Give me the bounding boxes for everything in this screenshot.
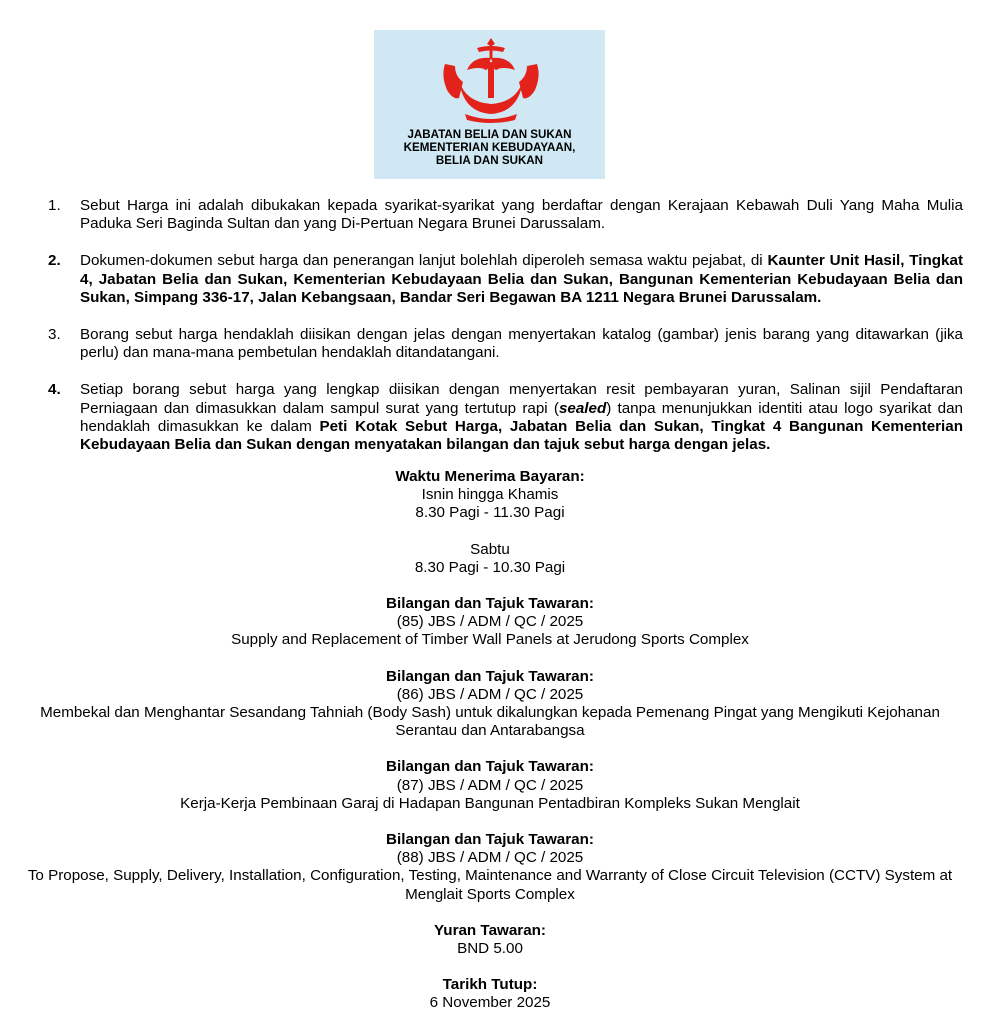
item-number: 1. (48, 197, 61, 214)
logo-line-2: KEMENTERIAN KEBUDAYAAN, (403, 141, 576, 154)
item-bold-text: Peti Kotak Sebut Harga, Jabatan Belia dan Sukan, Tingkat 4 Bangunan Kementerian Kebudayaan Belia dan Sukan dengan menyatakan bilangan dan tajuk sebut harga dengan jelas. (80, 417, 963, 454)
tender-ref: (87) JBS / ADM / QC / 2025 (396, 776, 584, 794)
payment-weekday: Isnin hingga Khamis (421, 486, 559, 504)
item-number: 2. (48, 252, 61, 270)
list-item (48, 381, 963, 454)
item-text: ) tanpa menunjukkan identiti atau logo syarikat dan hendaklah dimasukkan ke dalam (80, 399, 963, 435)
closing-block (20, 976, 960, 1012)
tender-block (20, 595, 960, 650)
tender-block (20, 758, 960, 813)
tender-block (20, 831, 960, 904)
logo-caption (374, 128, 605, 167)
numbered-list (48, 197, 963, 473)
payment-saturday-hours: 8.30 Pagi - 10.30 Pagi (414, 558, 566, 576)
payment-saturday-block (20, 541, 960, 577)
item-italic-text: sealed (558, 399, 607, 417)
item-text: Setiap borang sebut harga yang lengkap diisikan dengan menyertakan resit pembayaran yuran, Salinan sijil Pendaftaran Perniagaan dan dimasukkan dalam sampul surat yang tertutup rapi ( (80, 381, 963, 417)
tender-heading: Bilangan dan Tajuk Tawaran: (386, 831, 594, 849)
fee-value: BND 5.00 (457, 940, 523, 958)
list-item (48, 197, 963, 233)
tender-ref: (88) JBS / ADM / QC / 2025 (396, 849, 584, 867)
payment-saturday: Sabtu (470, 540, 510, 558)
tender-title: To Propose, Supply, Delivery, Installation, Configuration, Testing, Maintenance and Warranty of Close Circuit Television (CCTV) System at Menglait Sports Complex (27, 867, 953, 903)
payment-weekday-hours: 8.30 Pagi - 11.30 Pagi (415, 504, 565, 522)
item-text: Dokumen-dokumen sebut harga dan penerangan lanjut bolehlah diperoleh semasa waktu pejabat, di (80, 252, 768, 270)
fee-heading: Yuran Tawaran: (434, 921, 546, 939)
logo-line-1: JABATAN BELIA DAN SUKAN (407, 128, 572, 141)
list-item (48, 252, 963, 307)
logo-line-3: BELIA DAN SUKAN (435, 154, 544, 167)
closing-value: 6 November 2025 (429, 994, 551, 1012)
tender-block (20, 668, 960, 741)
item-bold-text: Kaunter Unit Hasil, Tingkat 4, Jabatan Belia dan Sukan, Kementerian Kebudayaan Belia dan Sukan, Bangunan Kementerian Kebudayaan Belia dan Sukan, Simpang 336-17, Jalan Kebangsaan, Bandar Seri Begawan BA 1211 Negara Brunei Darussalam. (80, 252, 963, 306)
item-text: Borang sebut harga hendaklah diisikan dengan jelas dengan menyertakan katalog (gambar) jenis barang yang ditawarkan (jika perlu) dan mana-mana pembetulan hendaklah ditandatangani. (80, 326, 963, 362)
list-item (48, 326, 963, 362)
brunei-crest-icon (437, 36, 545, 124)
tender-title: Kerja-Kerja Pembinaan Garaj di Hadapan Bangunan Pentadbiran Kompleks Sukan Menglait (180, 794, 800, 812)
fee-block (20, 922, 960, 958)
item-text: Sebut Harga ini adalah dibukakan kepada syarikat-syarikat yang berdaftar dengan Kerajaan Kebawah Duli Yang Maha Mulia Paduka Seri Baginda Sultan dan yang Di-Pertuan Negara Brunei Darussalam. (80, 197, 963, 233)
tender-heading: Bilangan dan Tajuk Tawaran: (386, 758, 594, 776)
tender-heading: Bilangan dan Tajuk Tawaran: (386, 595, 594, 613)
payment-heading: Waktu Menerima Bayaran: (395, 468, 585, 485)
tender-title: Membekal dan Menghantar Sesandang Tahniah (Body Sash) untuk dikalungkan kepada Pemenang Pingat yang Mengikuti Kejohanan Serantau dan Antarabangsa (40, 704, 940, 740)
closing-heading: Tarikh Tutup: (442, 976, 538, 994)
item-number: 3. (48, 326, 61, 344)
info-section (20, 468, 960, 1031)
tender-heading: Bilangan dan Tajuk Tawaran: (386, 667, 594, 685)
ministry-logo (374, 30, 605, 179)
item-number: 4. (48, 381, 61, 399)
tender-title: Supply and Replacement of Timber Wall Panels at Jerudong Sports Complex (231, 631, 749, 649)
tender-ref: (85) JBS / ADM / QC / 2025 (396, 613, 584, 631)
payment-hours-block (20, 468, 960, 523)
tender-ref: (86) JBS / ADM / QC / 2025 (396, 685, 584, 703)
